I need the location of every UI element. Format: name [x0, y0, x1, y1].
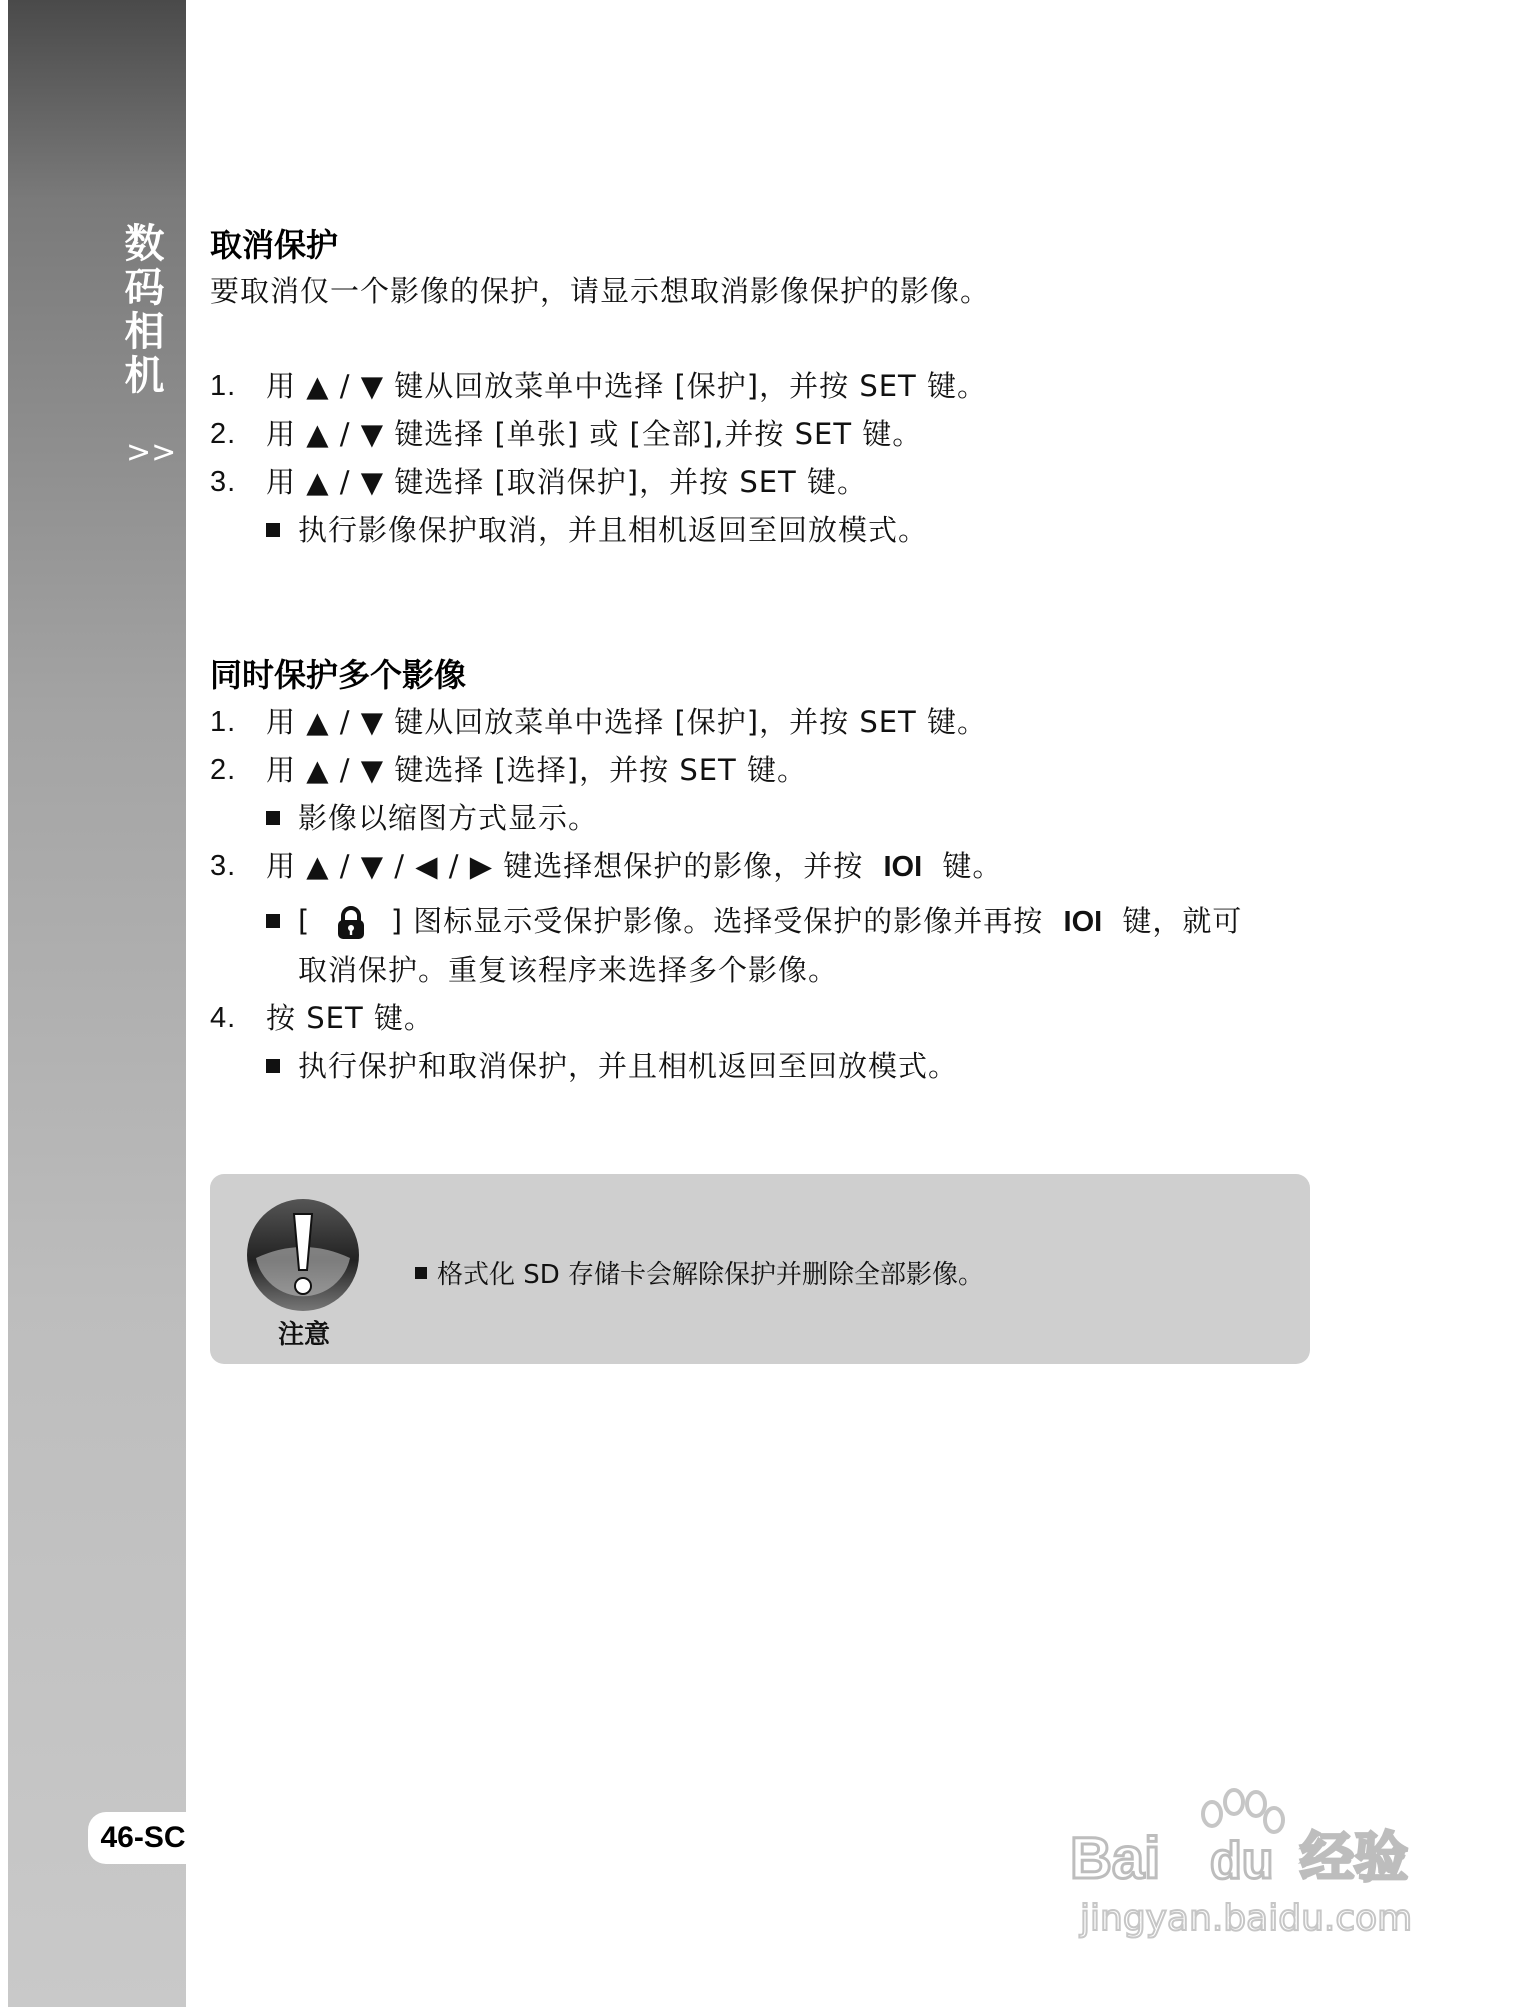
step-number: 2.	[210, 754, 237, 786]
step-number: 1.	[210, 706, 237, 738]
warning-icon	[244, 1196, 362, 1314]
list-item	[210, 458, 1320, 506]
bullet-text: 执行保护和取消保护，并且相机返回至回放模式。	[298, 1049, 959, 1083]
step-text: 用 ▲ / ▼ 键选择 [选择]，并按 SET 键。	[266, 753, 807, 787]
step-text-end: 键。	[942, 849, 1003, 883]
play-key-icon: IOI	[1063, 906, 1103, 938]
chevron-icon: >>	[126, 435, 177, 470]
bullet-continuation	[266, 946, 1320, 994]
page-number: 46-SC	[88, 1812, 198, 1864]
list-item	[210, 746, 1320, 794]
step-number: 2.	[210, 418, 237, 450]
bullet-item	[266, 506, 1320, 554]
note-box	[210, 1174, 1310, 1364]
note-text: 格式化 SD 存储卡会解除保护并删除全部影像。	[437, 1260, 985, 1290]
sidebar	[8, 0, 186, 2007]
note-text-row	[415, 1254, 984, 1291]
list-item	[210, 842, 1320, 891]
bullet-text-end: 键，就可	[1122, 904, 1243, 938]
play-key-icon: IOI	[883, 851, 923, 883]
bracket-open: [	[298, 904, 311, 938]
square-bullet-icon	[266, 523, 280, 537]
lock-icon	[335, 906, 367, 940]
section-intro: 要取消仅一个影像的保护，请显示想取消影像保护的影像。	[210, 274, 991, 308]
step-text: 用 ▲ / ▼ 键选择 [取消保护]，并按 SET 键。	[266, 465, 867, 499]
step-text: 用 ▲ / ▼ 键从回放菜单中选择 [保护]，并按 SET 键。	[266, 369, 987, 403]
step-number: 3.	[210, 466, 237, 498]
list-item	[210, 410, 1320, 458]
list-item	[210, 698, 1320, 746]
watermark-brand: Bai	[1070, 1826, 1161, 1891]
bullet-text: 取消保护。重复该程序来选择多个影像。	[298, 953, 839, 987]
watermark-suffix: 经验	[1300, 1826, 1408, 1889]
bullet-text: ] 图标显示受保护影像。选择受保护的影像并再按	[390, 904, 1044, 938]
bullet-text: 影像以缩图方式显示。	[298, 801, 599, 835]
watermark-brand2: du	[1210, 1832, 1274, 1890]
square-bullet-icon	[266, 1059, 280, 1073]
list-item	[210, 362, 1320, 410]
step-text: 用 ▲ / ▼ / ◀ / ▶ 键选择想保护的影像，并按	[266, 849, 864, 883]
square-bullet-icon	[415, 1267, 427, 1279]
step-text: 按 SET 键。	[266, 1001, 434, 1035]
bullet-item	[266, 794, 1320, 842]
square-bullet-icon	[266, 811, 280, 825]
list-item	[210, 994, 1320, 1042]
sidebar-title: 数码相机	[118, 222, 164, 398]
watermark-url: jingyan.baidu.com	[1080, 1898, 1413, 1939]
bullet-item	[266, 1042, 1320, 1090]
section-heading-protect-multiple: 同时保护多个影像	[210, 656, 467, 694]
baidu-watermark-logo	[1060, 1770, 1440, 1940]
bullet-text: 执行影像保护取消，并且相机返回至回放模式。	[298, 513, 929, 547]
section-heading-unprotect: 取消保护	[210, 226, 339, 264]
step-number: 3.	[210, 850, 237, 882]
square-bullet-icon	[266, 914, 280, 928]
main-content	[210, 222, 1320, 1090]
step-text: 用 ▲ / ▼ 键选择 [单张] 或 [全部],并按 SET 键。	[266, 417, 923, 451]
step-number: 4.	[210, 1002, 237, 1034]
note-label: 注意	[277, 1320, 330, 1350]
step-text: 用 ▲ / ▼ 键从回放菜单中选择 [保护]，并按 SET 键。	[266, 705, 987, 739]
bullet-item	[266, 897, 1320, 946]
step-number: 1.	[210, 370, 237, 402]
